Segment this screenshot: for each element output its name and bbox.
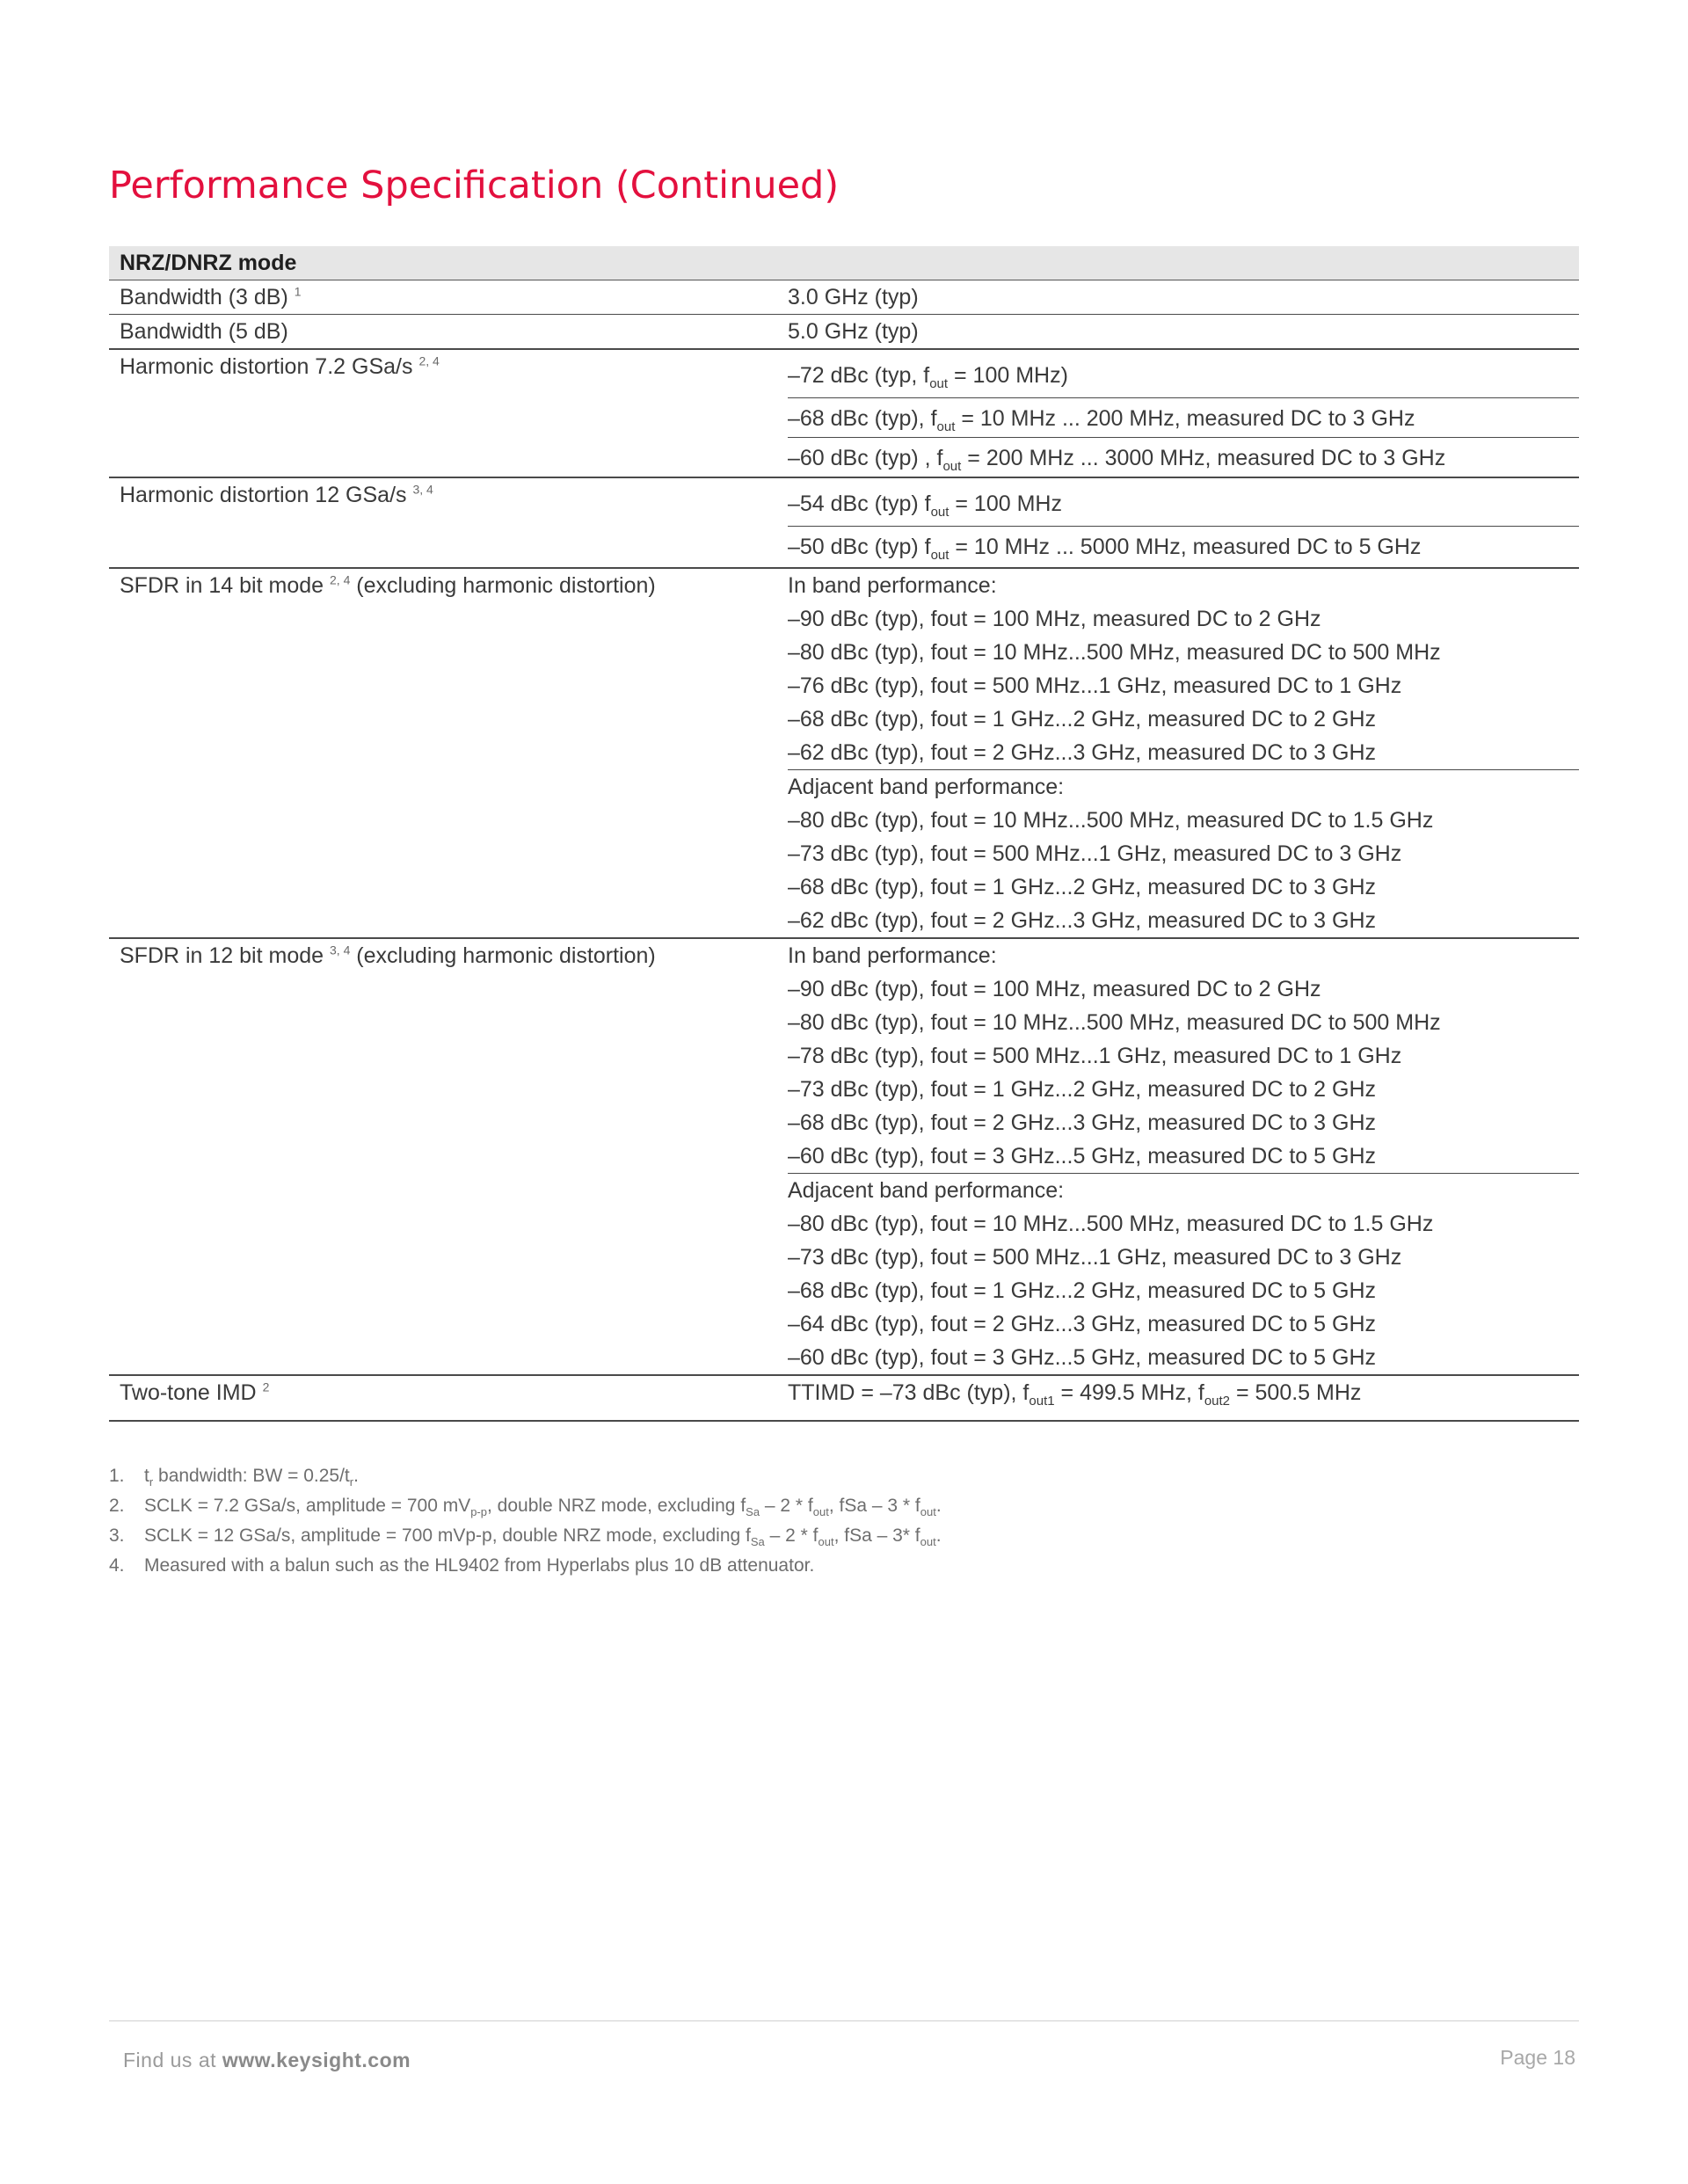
row-label: SFDR in 12 bit mode $^{3, 4}$ (excluding harmonic distortion) (120, 943, 656, 968)
value-line: –73 dBc (typ), fout = 500 MHz...1 GHz, measured DC to 3 GHz (788, 841, 1402, 866)
value-line: –62 dBc (typ), fout = 2 GHz...3 GHz, measured DC to 3 GHz (788, 908, 1377, 933)
footnote-ref: 2, 4 (418, 353, 440, 368)
row-label: Harmonic distortion 12 GSa/s $^{3, 4}$ (120, 482, 433, 507)
row-value: TTIMD = –73 dBc (typ), $f_{out1} = 499.5$ MHz, $f_{out2} = 500.5$ MHz (788, 1380, 1362, 1409)
value-line: –80 dBc (typ), fout = 10 MHz...500 MHz, measured DC to 500 MHz (788, 1010, 1441, 1035)
table-row (109, 569, 1579, 939)
value-line: –72 dBc (typ, $f_{out} = 100$ MHz) (788, 350, 1579, 398)
table-row (109, 315, 1579, 350)
row-value: 5.0 GHz (typ) (788, 319, 919, 344)
table-row (109, 1376, 1579, 1422)
footer-divider (109, 2020, 1579, 2021)
footnote: 2. SCLK = 7.2 GSa/s, amplitude = 700 $mV_{p-p}$, double NRZ mode, excluding $f_{Sa} - 2 * f_{out}$, fSa – $3 * f_{out}$. (109, 1496, 942, 1519)
footer-find-us: Find us at www.keysight.com (123, 2049, 411, 2071)
table-row (109, 350, 1579, 478)
value-line: Adjacent band performance: (788, 1178, 1065, 1203)
footer-website-link[interactable]: www.keysight.com (222, 2049, 411, 2071)
footnote-ref: 3, 4 (330, 943, 351, 957)
adjacent-block (788, 1174, 1579, 1374)
row-values (781, 569, 1579, 937)
value-line: –76 dBc (typ), fout = 500 MHz...1 GHz, measured DC to 1 GHz (788, 673, 1402, 698)
value-line: –90 dBc (typ), fout = 100 MHz, measured DC to 2 GHz (788, 977, 1321, 1001)
row-values (781, 478, 1579, 567)
value-line: –68 dBc (typ), fout = 2 GHz...3 GHz, measured DC to 3 GHz (788, 1110, 1377, 1135)
row-values (781, 939, 1579, 1374)
adjacent-block (788, 770, 1579, 937)
footnotes (109, 1461, 1579, 1581)
value-line: –54 dBc (typ) $f_{out} = 100$ MHz (788, 478, 1579, 527)
value-line: –80 dBc (typ), fout = 10 MHz...500 MHz, measured DC to 1.5 GHz (788, 1212, 1434, 1236)
inband-block (788, 939, 1579, 1174)
inband-block (788, 569, 1579, 770)
row-label: Harmonic distortion 7.2 GSa/s $^{2, 4}$ (120, 353, 440, 379)
footnote: 1. $t_r$ bandwidth: BW = $0.25/t_r$. (109, 1466, 359, 1489)
row-label: Two-tone IMD $^2$ (120, 1380, 270, 1405)
value-line: –73 dBc (typ), fout = 1 GHz...2 GHz, measured DC to 2 GHz (788, 1077, 1377, 1102)
row-value: 3.0 GHz (typ) (788, 285, 919, 309)
row-values (781, 350, 1579, 477)
table-row (109, 280, 1579, 315)
table-row (109, 939, 1579, 1376)
value-line: –78 dBc (typ), fout = 500 MHz...1 GHz, measured DC to 1 GHz (788, 1044, 1402, 1068)
value-line: –68 dBc (typ), fout = 1 GHz...2 GHz, measured DC to 5 GHz (788, 1278, 1377, 1303)
value-line: In band performance: (788, 943, 997, 968)
value-line: In band performance: (788, 573, 997, 598)
row-label: Bandwidth (5 dB) (120, 319, 288, 344)
page-number: Page 18 (1500, 2046, 1575, 2069)
row-label: Bandwidth (3 dB) $^1$ (120, 284, 302, 309)
value-line: –68 dBc (typ), fout = 1 GHz...2 GHz, measured DC to 3 GHz (788, 875, 1377, 899)
value-line: –90 dBc (typ), fout = 100 MHz, measured DC to 2 GHz (788, 607, 1321, 631)
value-line: –80 dBc (typ), fout = 10 MHz...500 MHz, measured DC to 1.5 GHz (788, 808, 1434, 833)
spec-table (109, 246, 1579, 1422)
footnote: 3. SCLK = 12 GSa/s, amplitude = 700 mVp-p, double NRZ mode, excluding $f_{Sa} - 2 * f_{out}$, fSa – 3* $f_{out}$. (109, 1525, 942, 1549)
value-line: –62 dBc (typ), fout = 2 GHz...3 GHz, measured DC to 3 GHz (788, 740, 1377, 765)
value-line: –68 dBc (typ), $f_{out} = 10$ MHz ... 200 MHz, measured DC to 3 GHz (788, 398, 1579, 438)
row-label: SFDR in 14 bit mode $^{2, 4}$ (excluding harmonic distortion) (120, 572, 656, 598)
footnote-ref: 1 (294, 284, 302, 299)
footnote-ref: 2 (262, 1380, 270, 1394)
footnote-ref: 2, 4 (330, 572, 351, 587)
value-line: –50 dBc (typ) $f_{out} = 10$ MHz ... 5000 MHz, measured DC to 5 GHz (788, 535, 1422, 563)
footnote: 4. Measured with a balun such as the HL9402 from Hyperlabs plus 10 dB attenuator. (109, 1555, 815, 1576)
value-line: –80 dBc (typ), fout = 10 MHz...500 MHz, measured DC to 500 MHz (788, 640, 1441, 665)
value-line: Adjacent band performance: (788, 775, 1065, 799)
table-row (109, 478, 1579, 569)
page-title: Performance Specification (Continued) (109, 164, 840, 207)
value-line: –73 dBc (typ), fout = 500 MHz...1 GHz, measured DC to 3 GHz (788, 1245, 1402, 1270)
value-line: –68 dBc (typ), fout = 1 GHz...2 GHz, measured DC to 2 GHz (788, 707, 1377, 732)
section-header: NRZ/DNRZ mode (109, 246, 1579, 280)
value-line: –60 dBc (typ), fout = 3 GHz...5 GHz, measured DC to 5 GHz (788, 1345, 1377, 1370)
value-line: –60 dBc (typ), fout = 3 GHz...5 GHz, measured DC to 5 GHz (788, 1144, 1377, 1168)
value-line: –64 dBc (typ), fout = 2 GHz...3 GHz, measured DC to 5 GHz (788, 1312, 1377, 1336)
footnote-ref: 3, 4 (412, 482, 433, 497)
value-line: –60 dBc (typ) , $f_{out} = 200$ MHz ... 3000 MHz, measured DC to 3 GHz (788, 446, 1446, 474)
